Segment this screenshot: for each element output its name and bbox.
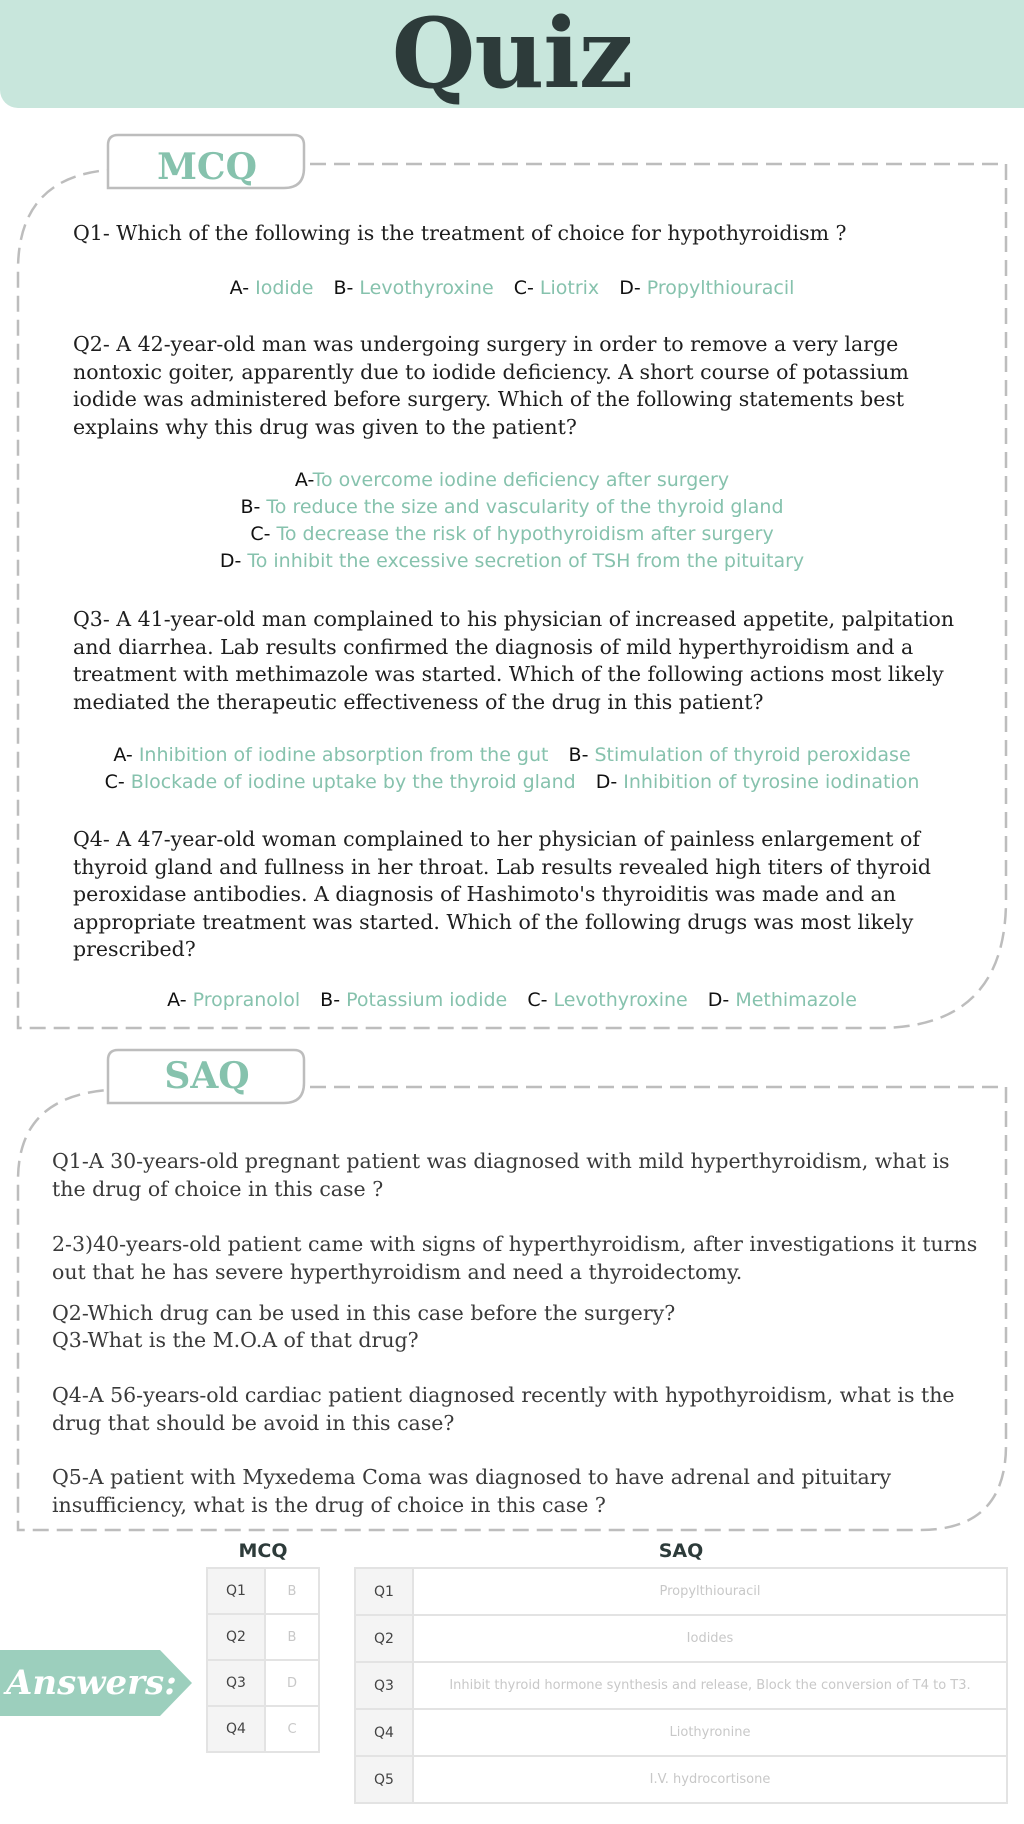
question-cell: Q3 — [355, 1662, 413, 1709]
option-letter: A- — [167, 989, 187, 1011]
option-letter: D- — [707, 989, 730, 1011]
answer-cell: Propylthiouracil — [413, 1568, 1007, 1615]
answer-cell: C — [265, 1706, 319, 1752]
answer-cell: I.V. hydrocortisone — [413, 1756, 1007, 1803]
mcq-question-2: Q2- A 42-year-old man was undergoing surgery in order to remove a very large nontoxic goiter, apparently due to iodide deficiency. A short course of potassium iodide was administered before surgery. Which of the following statements best explains why this drug was given to the patient? — [73, 332, 909, 439]
mcq-answers-table — [206, 1567, 320, 1753]
option-letter: A- — [113, 744, 133, 766]
option-letter: B- — [333, 277, 354, 299]
table-row — [207, 1660, 319, 1706]
saq-question-1: Q1-A 30-years-old pregnant patient was diagnosed with mild hyperthyroidism, what is the drug of choice in this case ? — [52, 1149, 950, 1201]
option-letter: D- — [219, 550, 242, 572]
question-cell: Q5 — [355, 1756, 413, 1803]
saq-answers-table — [354, 1567, 1008, 1804]
saq-question-2: Q2-Which drug can be used in this case before the surgery? — [52, 1301, 676, 1325]
mcq-q2-option-c — [0, 521, 1024, 549]
mcq-q3-options-row1 — [0, 742, 1024, 770]
option-letter: B- — [568, 744, 589, 766]
page-title: Quiz — [391, 0, 633, 110]
mcq-q3-options-row2 — [0, 769, 1024, 797]
question-cell: Q1 — [355, 1568, 413, 1615]
answer-cell: Liothyronine — [413, 1709, 1007, 1756]
option-text: Levothyroxine — [553, 989, 688, 1011]
option-letter: A- — [229, 277, 250, 299]
option-text: Propylthiouracil — [646, 277, 795, 299]
mcq-question-4: Q4- A 47-year-old woman complained to her physician of painless enlargement of thyroid gland and fullness in her throat. Lab results revealed high titers of thyroid peroxidase antibodies. A diagnosis of Hashimoto's thyroiditis was made and an appropriate treatment was started. Which of the following drugs was most likely prescribed? — [73, 827, 932, 961]
saq-answers-header: SAQ — [658, 1540, 704, 1562]
answer-cell: B — [265, 1568, 319, 1614]
table-row — [355, 1662, 1007, 1709]
option-letter: C- — [513, 277, 534, 299]
question-cell: Q4 — [207, 1706, 265, 1752]
answers-label: Answers: — [6, 1663, 177, 1703]
question-cell: Q1 — [207, 1568, 265, 1614]
mcq-q2-option-d — [0, 548, 1024, 576]
option-text: Propranolol — [192, 989, 301, 1011]
option-letter: D- — [619, 277, 641, 299]
mcq-q1-options — [0, 275, 1024, 303]
option-text: Inhibition of iodine absorption from the gut — [138, 744, 549, 766]
table-row — [355, 1615, 1007, 1662]
option-text: Blockade of iodine uptake by the thyroid gland — [130, 771, 576, 793]
saq-question-3: Q3-What is the M.O.A of that drug? — [52, 1328, 419, 1352]
mcq-tab-label: MCQ — [157, 146, 257, 188]
option-letter: D- — [595, 771, 618, 793]
option-text: Liotrix — [539, 277, 600, 299]
table-row — [207, 1614, 319, 1660]
mcq-q2-option-b — [0, 494, 1024, 522]
option-text: To decrease the risk of hypothyroidism after surgery — [276, 523, 774, 545]
option-letter: C- — [250, 523, 271, 545]
option-letter: C- — [104, 771, 125, 793]
table-row — [355, 1756, 1007, 1803]
table-row — [207, 1706, 319, 1752]
option-text: To inhibit the excessive secretion of TSH from the pituitary — [247, 550, 805, 572]
answer-cell: Iodides — [413, 1615, 1007, 1662]
saq-section-frame — [0, 1045, 1024, 1535]
mcq-q4-options — [0, 987, 1024, 1015]
mcq-q2-option-a — [0, 467, 1024, 495]
option-letter: B- — [320, 989, 341, 1011]
option-text: To reduce the size and vascularity of the thyroid gland — [266, 496, 784, 518]
answer-cell: D — [265, 1660, 319, 1706]
option-letter: C- — [527, 989, 548, 1011]
mcq-question-3: Q3- A 41-year-old man complained to his physician of increased appetite, palpitation and diarrhea. Lab results confirmed the diagnosis of mild hyperthyroidism and a treatment with methimazole was started. Which of the following actions most likely mediated the therapeutic effectiveness of the drug in this patient? — [73, 607, 955, 714]
table-row — [355, 1568, 1007, 1615]
option-text: Levothyroxine — [359, 277, 494, 299]
question-cell: Q2 — [355, 1615, 413, 1662]
table-row — [207, 1568, 319, 1614]
option-text: Stimulation of thyroid peroxidase — [594, 744, 911, 766]
saq-tab-label: SAQ — [164, 1055, 250, 1097]
option-text: Methimazole — [735, 989, 857, 1011]
option-text: Potassium iodide — [346, 989, 508, 1011]
option-text: Inhibition of tyrosine iodination — [623, 771, 920, 793]
saq-question-4: Q4-A 56-years-old cardiac patient diagnosed recently with hypothyroidism, what is the drug that should be avoid in this case? — [52, 1383, 955, 1435]
table-row — [355, 1709, 1007, 1756]
question-cell: Q2 — [207, 1614, 265, 1660]
answer-cell: B — [265, 1614, 319, 1660]
question-cell: Q3 — [207, 1660, 265, 1706]
option-text: Iodide — [255, 277, 314, 299]
option-text: To overcome iodine deficiency after surgery — [312, 469, 730, 491]
mcq-answers-header: MCQ — [238, 1540, 288, 1562]
mcq-question-1: Q1- Which of the following is the treatment of choice for hypothyroidism ? — [73, 221, 847, 245]
option-letter: B- — [240, 496, 261, 518]
saq-question-5: Q5-A patient with Myxedema Coma was diagnosed to have adrenal and pituitary insufficiency, what is the drug of choice in this case ? — [52, 1465, 892, 1517]
question-cell: Q4 — [355, 1709, 413, 1756]
option-letter: A- — [294, 469, 313, 491]
answer-cell: Inhibit thyroid hormone synthesis and release, Block the conversion of T4 to T3. — [413, 1662, 1007, 1709]
saq-case-2-3: 2-3)40-years-old patient came with signs of hyperthyroidism, after investigations it turns out that he has severe hyperthyroidism and need a thyroidectomy. — [52, 1232, 978, 1284]
